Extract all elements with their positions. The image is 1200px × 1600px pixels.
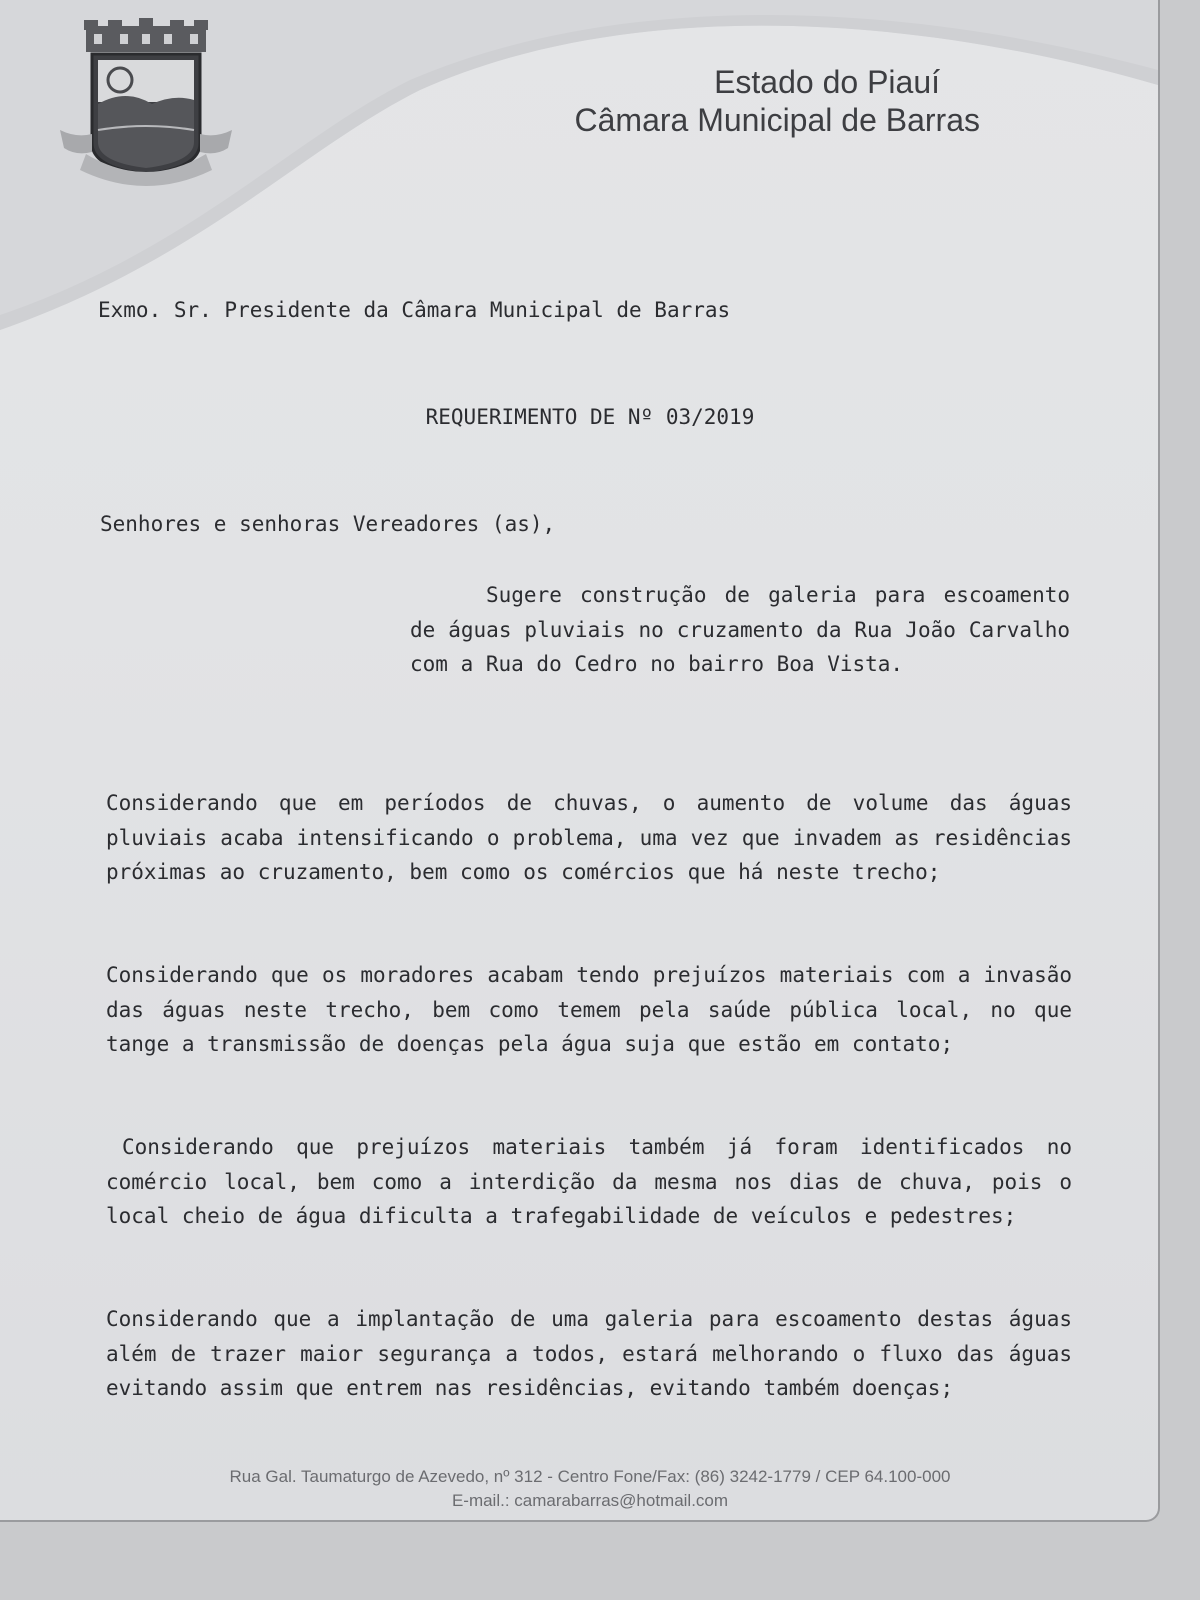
addressee-line: Exmo. Sr. Presidente da Câmara Municipal de Barras — [98, 298, 731, 322]
salutation: Senhores e senhoras Vereadores (as), — [100, 512, 556, 536]
considerando-paragraph-4: Considerando que a implantação de uma galeria para escoamento destas águas além de trazer maior segurança a todos, estará melhorando o fluxo das águas evitando assim que entrem nas residências, evitando também doenças; — [106, 1307, 1072, 1400]
considerando-paragraph-3: Considerando que prejuízos materiais também já foram identificados no comércio local, bem como a interdição da mesma nos dias de chuva, pois o local cheio de água dificulta a trafegabilidade de veículos e pedestres; — [106, 1135, 1072, 1228]
document-title: REQUERIMENTO DE Nº 03/2019 — [425, 405, 755, 429]
municipal-coat-of-arms-icon — [56, 18, 236, 193]
considerando-paragraph-2: Considerando que os moradores acabam tendo prejuízos materiais com a invasão das águas neste trecho, bem como temem pela saúde pública local, no que tange a transmissão de doenças pela água suja que estão em contato; — [106, 963, 1072, 1056]
footer-address: Rua Gal. Taumaturgo de Azevedo, nº 312 - Centro Fone/Fax: (86) 3242-1779 / CEP 64.100-000 — [229, 1467, 951, 1486]
letterhead-chamber: Câmara Municipal de Barras — [574, 102, 980, 138]
request-summary: Sugere construção de galeria para escoamento de águas pluviais no cruzamento da Rua João Carvalho com a Rua do Cedro no bairro Boa Vista. — [410, 583, 1070, 676]
footer-email: E-mail.: camarabarras@hotmail.com — [451, 1491, 729, 1510]
considerando-paragraph-1: Considerando que em períodos de chuvas, o aumento de volume das águas pluviais acaba intensificando o problema, uma vez que invadem as residências próximas ao cruzamento, bem como os comércios que há neste trecho; — [106, 791, 1072, 884]
letterhead-state: Estado do Piauí — [714, 64, 940, 100]
